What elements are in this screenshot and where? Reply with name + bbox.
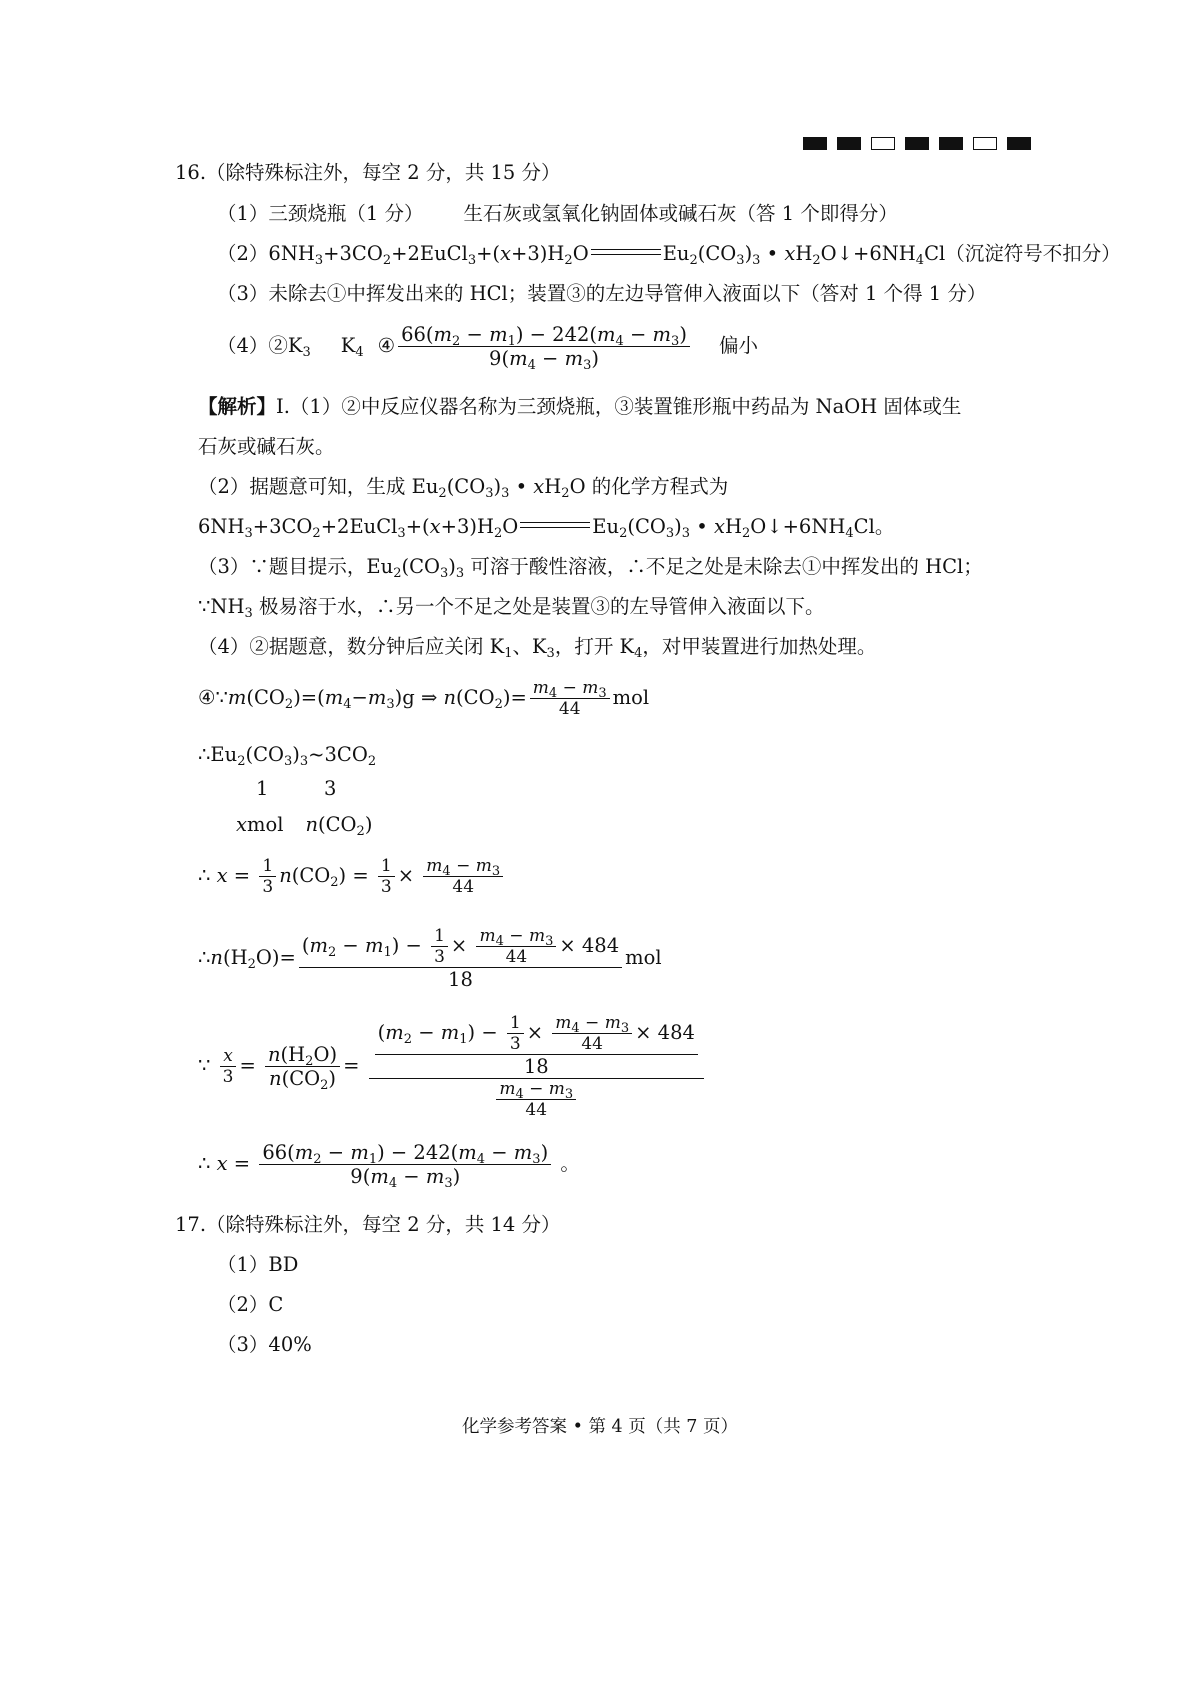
- page-footer: 化学参考答案 • 第 4 页（共 7 页）: [462, 1417, 738, 1437]
- header-mark: [837, 137, 861, 150]
- analysis-4-line-1: （4）②据题意，数分钟后应关闭 $K_1$、$K_3$，打开 $K_4$，对甲装置进行加热处理。: [198, 635, 877, 661]
- analysis-3-line-1: （3）∵题目提示，$Eu_2(CO_3)_3$ 可溶于酸性溶液，∴不足之处是未除去①中挥发出的 HCl；: [198, 555, 983, 581]
- q17-answer-3: （3）40%: [217, 1333, 312, 1356]
- calc-ratio-1: 1: [256, 777, 269, 800]
- calc-x: ∴ x = $\frac{1}{3}$ $n(CO_2)$ = $\frac{1}{3}$ × $\frac{m_4 - m_3}{44}$: [198, 848, 506, 904]
- q17-answer-2: （2）C: [217, 1293, 284, 1316]
- calc-x-ratio: ∵ $\frac{x}{3}$ = $\frac{n(H_2O)}{n(CO_2)}$ = $(m_2 - m_1)$ − $\frac{1}{3}$ × $\frac{m_4 - m_3}{44}$ × 484 18 $\frac{m_4 - m_3}{44}$: [198, 1006, 707, 1126]
- analysis-3-line-2: $\because NH_3$ 极易溶于水，∴另一个不足之处是装置③的左导管伸入液面以下。: [198, 595, 825, 621]
- q16-title: 16.（除特殊标注外，每空 2 分，共 15 分）: [175, 161, 561, 184]
- q17-answer-1: （1）BD: [217, 1253, 299, 1276]
- header-mark: [871, 137, 895, 150]
- calc-n-h2o: $\therefore n(H_2O)=$ $(m_2 - m_1)$ − $\frac{1}{3}$ × $\frac{m_4 - m_3}{44}$ × 484 18 mol: [198, 926, 662, 991]
- calc-ratio-3: 3: [324, 777, 337, 800]
- header-mark: [803, 137, 827, 150]
- x-formula-fraction: $\frac{66(m_2 - m_1) - 242(m_4 - m_3)}{9(m_4 - m_3)}$: [398, 323, 690, 370]
- q16-answer-3: （3）未除去①中挥发出来的 HCl；装置③的左边导管伸入液面以下（答对 1 个得 1 分）: [217, 282, 987, 305]
- q16-answer-2: $(2)6NH_3+3CO_2+2EuCl_3+(x+3)H_2O$ $Eu_2(CO_3)_3$ • $xH_2O↓+6NH_4Cl$（沉淀符号不扣分）: [217, 242, 1121, 268]
- calc-ratio: $\therefore Eu_2(CO_3)_3\sim 3CO_2$: [198, 743, 377, 769]
- calc-x-result: ∴ x = $\frac{66(m_2 - m_1) - 242(m_4 - m_3)}{9(m_4 - m_3)}$ 。: [198, 1141, 580, 1191]
- q17-title: 17.（除特殊标注外，每空 2 分，共 14 分）: [175, 1213, 561, 1236]
- calc-ratio-vars: xmol $n(CO_2)$: [236, 813, 373, 839]
- analysis-line-2: 石灰或碱石灰。: [198, 435, 335, 458]
- q16-answer-4: $(4)②K_3$ $K_4$ ④ $\frac{66(m_2 - m_1) - 242(m_4 - m_3)}{9(m_4 - m_3)}$ 偏小: [217, 323, 758, 373]
- header-mark: [973, 137, 997, 150]
- header-marks: [803, 137, 1041, 150]
- header-mark: [905, 137, 929, 150]
- analysis-line-1: 【解析】Ⅰ.（1）②中反应仪器名称为三颈烧瓶，③装置锥形瓶中药品为 NaOH 固体或生: [198, 395, 962, 418]
- header-mark: [939, 137, 963, 150]
- analysis-label: 【解析】: [198, 395, 277, 418]
- calc-n-co2: $④\because m(CO_2)=(m_4-m_3)g$ ⇒ $n(CO_2)=$ $\frac{m_4 - m_3}{44}$ mol: [198, 678, 650, 719]
- header-mark: [1007, 137, 1031, 150]
- analysis-2-equation: $6NH_3+3CO_2+2EuCl_3+(x+3)H_2O$ $Eu_2(CO_3)_3$ • $xH_2O↓+6NH_4Cl$。: [198, 515, 895, 541]
- q16-answer-1: （1）三颈烧瓶（1 分） 生石灰或氢氧化钠固体或碱石灰（答 1 个即得分）: [217, 202, 898, 225]
- analysis-2-line-1: （2）据题意可知，生成 $Eu_2(CO_3)_3$ • $xH_2O$ 的化学方程式为: [198, 475, 729, 501]
